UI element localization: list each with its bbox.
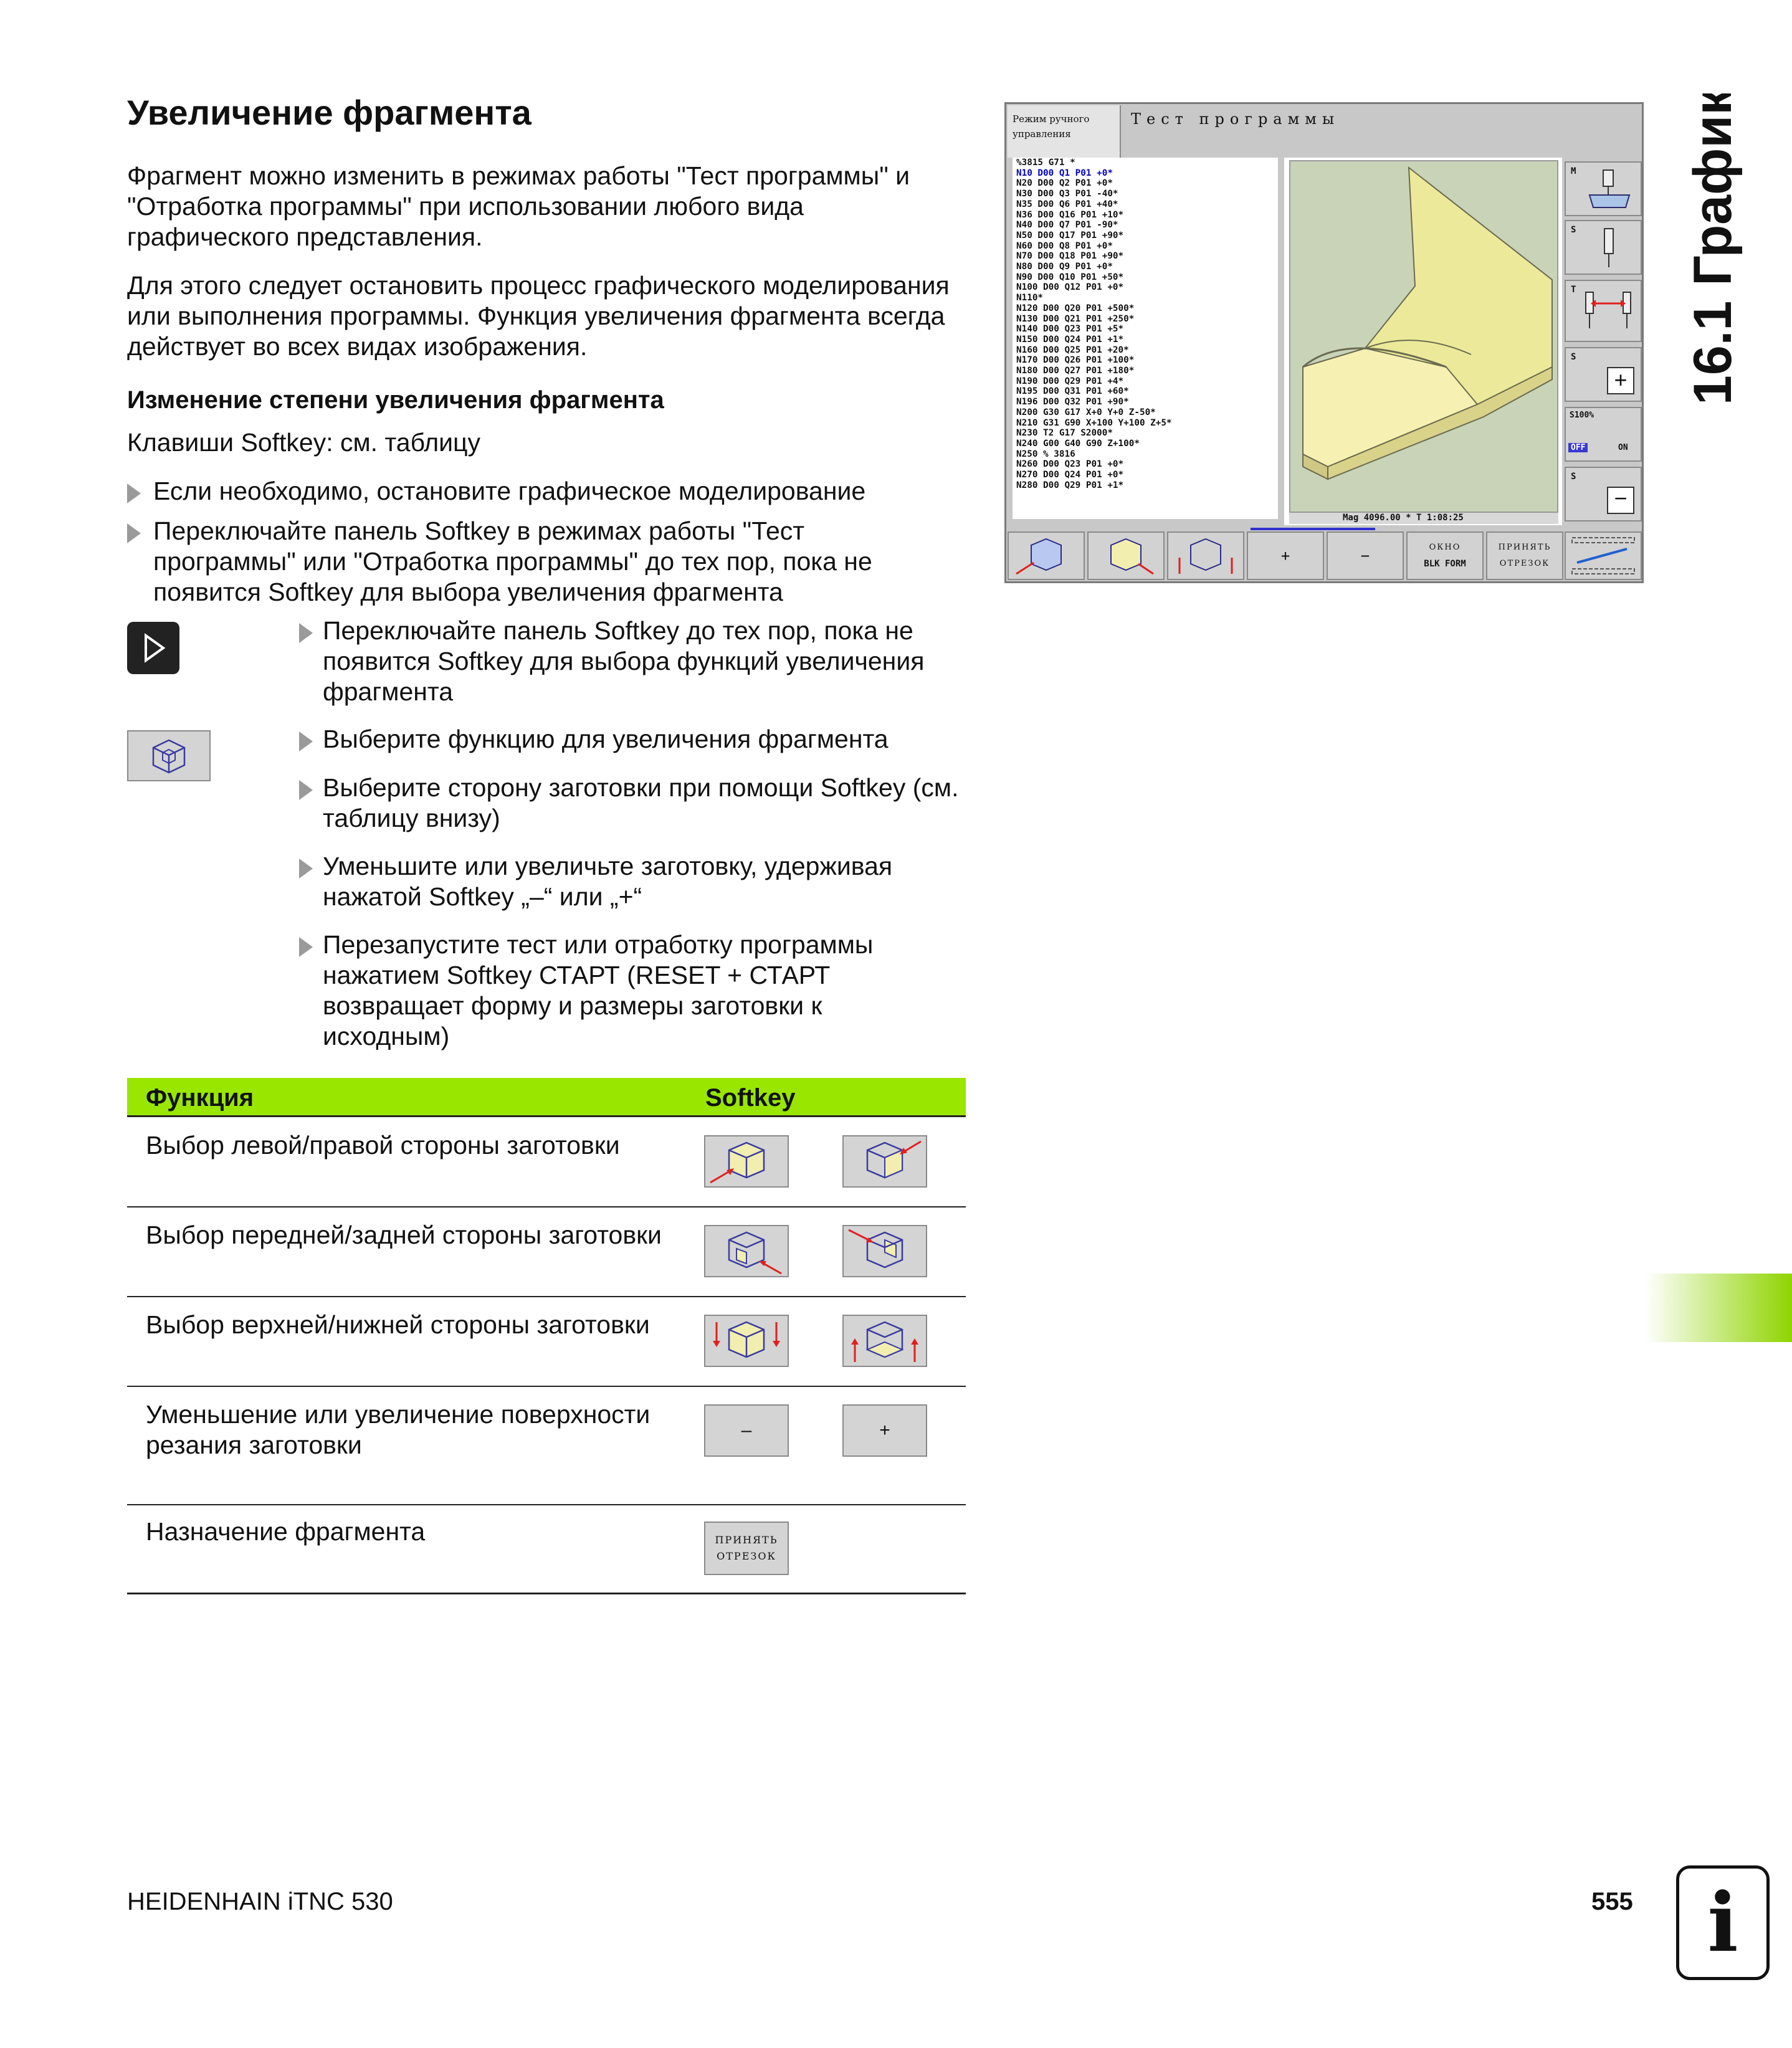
step-text: Перезапустите тест или отработку программы нажатием Softkey СТАРТ (RESET + СТАРТ возвращает форму и размеры заготовки к исходным) xyxy=(323,930,874,1050)
code-line: N70 D00 Q18 P01 +90* xyxy=(1016,251,1124,262)
off-label: OFF xyxy=(1568,443,1588,452)
step-item xyxy=(299,773,966,834)
bottom-softkey-plus[interactable]: + xyxy=(1247,531,1324,580)
bottom-softkey-left-right[interactable] xyxy=(1008,531,1085,580)
bottom-softkey-front-back[interactable] xyxy=(1087,531,1165,580)
side-softkey-m[interactable] xyxy=(1565,161,1642,216)
tool-change-icon xyxy=(1578,287,1641,337)
side-softkey-label: S xyxy=(1571,352,1576,362)
softkey-label-line2: BLK FORM xyxy=(1424,559,1466,569)
side-softkey-label: S100% xyxy=(1570,411,1594,420)
cube-right-arrow-icon xyxy=(844,1136,926,1186)
table-cell-function: Выбор передней/задней стороны заготовки xyxy=(146,1221,662,1249)
minus-softkey[interactable]: – xyxy=(704,1404,789,1457)
side-softkey-label: T xyxy=(1571,285,1576,295)
tnc-screen xyxy=(1004,102,1644,583)
bottom-softkey-blk-form[interactable] xyxy=(1406,531,1484,580)
softkeys-note: Клавиши Softkey: см. таблицу xyxy=(127,428,481,457)
right-side-softkey[interactable] xyxy=(842,1135,927,1188)
side-softkey-s-plus[interactable] xyxy=(1565,347,1642,402)
accept-segment-softkey[interactable] xyxy=(704,1522,789,1575)
code-line: N35 D00 Q6 P01 +40* xyxy=(1016,199,1118,209)
code-line: N20 D00 Q2 P01 +0* xyxy=(1016,178,1113,189)
plus-softkey[interactable]: + xyxy=(842,1404,927,1457)
step-arrow-icon xyxy=(299,859,313,879)
bottom-side-softkey[interactable] xyxy=(842,1315,927,1367)
footer-product: HEIDENHAIN iTNC 530 xyxy=(127,1888,393,1915)
code-line: N140 D00 Q23 P01 +5* xyxy=(1016,324,1124,335)
bottom-softkey-scroll[interactable] xyxy=(1565,531,1642,580)
side-softkey-s[interactable] xyxy=(1565,220,1642,275)
header-function: Функция xyxy=(146,1084,254,1112)
step-item xyxy=(299,930,922,1052)
table-cell-function: Выбор левой/правой стороны заготовки xyxy=(146,1131,620,1160)
section-title: Увеличение фрагмента xyxy=(127,93,531,132)
bottom-softkey-accept[interactable] xyxy=(1486,531,1563,580)
code-line: N240 G00 G40 G90 Z+100* xyxy=(1016,438,1140,449)
code-line: N110* xyxy=(1016,293,1044,303)
code-line: N90 D00 Q10 P01 +50* xyxy=(1016,272,1124,282)
step-arrow-icon xyxy=(299,623,313,643)
side-softkey-label: S xyxy=(1571,225,1576,235)
subheading: Изменение степени увеличения фрагмента xyxy=(127,386,664,414)
softkey-bar-icon xyxy=(1566,533,1641,579)
code-line: N196 D00 Q32 P01 +90* xyxy=(1016,397,1129,407)
code-line: N100 D00 Q12 P01 +0* xyxy=(1016,282,1124,293)
intro-paragraph: Фрагмент можно изменить в режимах работы "Тест программы" и "Отработка программы" при использовании любого вида графического представления. xyxy=(127,161,910,251)
minus-icon: − xyxy=(1607,487,1634,514)
chapter-title-vertical xyxy=(1637,93,1756,417)
back-side-softkey[interactable] xyxy=(842,1225,927,1277)
mode-panel xyxy=(1008,105,1121,158)
play-icon xyxy=(127,622,179,674)
table-cell-function: Выбор верхней/нижней стороны заготовки xyxy=(146,1310,650,1339)
side-softkey-s100[interactable] xyxy=(1565,407,1642,462)
chapter-title-text: 16.1 Графика xyxy=(1683,93,1743,405)
code-line: N30 D00 Q3 P01 -40* xyxy=(1016,189,1118,199)
table-divider xyxy=(127,1115,966,1117)
step-item xyxy=(299,724,966,755)
code-line: N280 D00 Q29 P01 +1* xyxy=(1016,480,1124,490)
side-softkey-s-minus[interactable] xyxy=(1565,467,1642,522)
zoom-function-softkey[interactable] xyxy=(127,730,211,781)
code-line: N195 D00 Q31 P01 +60* xyxy=(1016,386,1129,397)
chapter-tab xyxy=(1645,1274,1792,1342)
bottom-softkey-minus[interactable]: − xyxy=(1327,531,1404,580)
graphics-frame xyxy=(1284,158,1562,525)
step-text: Выберите сторону заготовки при помощи Softkey (см. таблицу внизу) xyxy=(323,773,959,832)
front-side-softkey[interactable] xyxy=(704,1225,789,1277)
table-divider xyxy=(127,1593,966,1594)
step-item xyxy=(299,616,966,707)
step-arrow-icon xyxy=(299,937,313,957)
table-divider xyxy=(127,1206,966,1207)
mode-small-label: Режим ручного управления xyxy=(1013,113,1090,140)
code-line: N160 D00 Q25 P01 +20* xyxy=(1016,345,1129,355)
cube-view-icon xyxy=(1009,533,1084,579)
step-item xyxy=(299,851,966,912)
code-line: N150 D00 Q24 P01 +1* xyxy=(1016,334,1124,345)
plus-icon: + xyxy=(1607,367,1634,394)
bullet-text: Переключайте панель Softkey в режимах работы "Тест программы" или "Отработка программы" до тех пор, пока не появится Softkey для выбора увеличения фрагмента xyxy=(153,517,872,606)
code-line: N40 D00 Q7 P01 -90* xyxy=(1016,220,1118,231)
machine-spindle-icon xyxy=(1585,168,1634,212)
bullet-arrow-icon xyxy=(127,523,141,543)
table-cell-function: Уменьшение или увеличение поверхности резания заготовки xyxy=(146,1400,651,1459)
cube-front-arrow-icon xyxy=(705,1226,788,1276)
cube-icon xyxy=(128,731,209,780)
spindle-icon xyxy=(1591,226,1628,271)
code-line: N60 D00 Q8 P01 +0* xyxy=(1016,241,1113,251)
code-line: N50 D00 Q17 P01 +90* xyxy=(1016,230,1124,241)
workpiece-3d-icon xyxy=(1290,161,1557,512)
code-line: N230 T2 G17 S2000* xyxy=(1016,428,1113,439)
mode-title-panel xyxy=(1122,105,1641,158)
softkey-label-line2: ОТРЕЗОК xyxy=(1499,559,1550,568)
cube-view-icon xyxy=(1089,533,1163,579)
table-divider xyxy=(127,1386,966,1387)
top-side-softkey[interactable] xyxy=(704,1315,789,1367)
cube-back-arrow-icon xyxy=(844,1226,926,1276)
page-number: 555 xyxy=(1591,1888,1633,1915)
step-text: Уменьшите или увеличьте заготовку, удерживая нажатой Softkey „–“ или „+“ xyxy=(323,852,893,911)
cube-top-arrow-icon xyxy=(705,1316,788,1366)
stop-paragraph: Для этого следует остановить процесс графического моделирования или выполнения программы. Функция увеличения фрагмента всегда действует во всех видах изображения. xyxy=(127,271,950,361)
code-line: N120 D00 Q20 P01 +500* xyxy=(1016,303,1135,313)
program-listing xyxy=(1013,158,1278,519)
step-text: Переключайте панель Softkey до тех пор, пока не появится Softkey для выбора функций увеличения фрагмента xyxy=(323,616,925,706)
code-line: N210 G31 G90 X+100 Y+100 Z+5* xyxy=(1016,417,1172,428)
code-line: N36 D00 Q16 P01 +10* xyxy=(1016,209,1124,220)
header-softkey: Softkey xyxy=(705,1084,796,1112)
table-cell-function: Назначение фрагмента xyxy=(146,1517,426,1546)
code-line: N270 D00 Q24 P01 +0* xyxy=(1016,470,1124,480)
graphics-status: Mag 4096.00 * T 1:08:25 xyxy=(1289,513,1558,524)
code-line: N80 D00 Q9 P01 +0* xyxy=(1016,262,1113,272)
softkey-label-line2: ОТРЕЗОК xyxy=(717,1550,776,1562)
table-header xyxy=(127,1078,966,1117)
side-softkey-label: S xyxy=(1571,472,1576,482)
softkey-label-line1: ПРИНЯТЬ xyxy=(1498,543,1551,552)
cube-view-icon xyxy=(1168,533,1243,579)
graphics-view xyxy=(1289,160,1558,513)
code-line: N180 D00 Q27 P01 +180* xyxy=(1016,366,1135,376)
softkey-label-line1: ПРИНЯТЬ xyxy=(715,1534,778,1546)
code-line: N200 G30 G17 X+0 Y+0 Z-50* xyxy=(1016,407,1156,417)
next-softkey-row-key[interactable] xyxy=(127,622,179,674)
mode-title: Тест программы xyxy=(1131,110,1340,128)
code-line: N190 D00 Q29 P01 +4* xyxy=(1016,376,1124,386)
cube-left-arrow-icon xyxy=(705,1136,788,1186)
bullet-item xyxy=(127,516,937,607)
step-text: Выберите функцию для увеличения фрагмента xyxy=(323,725,889,753)
bullet-text: Если необходимо, остановите графическое моделирование xyxy=(153,477,866,505)
side-softkey-t[interactable] xyxy=(1565,280,1642,342)
info-icon-letter: i xyxy=(1707,1875,1738,1970)
side-softkey-label: M xyxy=(1571,166,1576,176)
softkey-row-indicator xyxy=(1251,528,1375,530)
code-line: N250 % 3816 xyxy=(1016,449,1075,459)
info-icon xyxy=(1676,1865,1770,1980)
step-arrow-icon xyxy=(299,780,313,800)
cube-bottom-arrow-icon xyxy=(844,1316,926,1366)
left-side-softkey[interactable] xyxy=(704,1135,789,1188)
code-line: N10 D00 Q1 P01 +0* xyxy=(1016,168,1113,178)
softkey-label-line1: ОКНО xyxy=(1429,543,1461,552)
table-divider xyxy=(127,1296,966,1297)
bottom-softkey-top-bottom[interactable] xyxy=(1167,531,1244,580)
code-line: N260 D00 Q23 P01 +0* xyxy=(1016,459,1124,470)
on-label: ON xyxy=(1618,443,1628,452)
table-divider xyxy=(127,1504,966,1505)
code-line: %3815 G71 * xyxy=(1016,158,1075,168)
step-arrow-icon xyxy=(299,731,313,751)
bullet-item xyxy=(127,476,962,507)
code-line: N170 D00 Q26 P01 +100* xyxy=(1016,355,1135,366)
bullet-arrow-icon xyxy=(127,483,141,503)
code-line: N130 D00 Q21 P01 +250* xyxy=(1016,313,1135,324)
